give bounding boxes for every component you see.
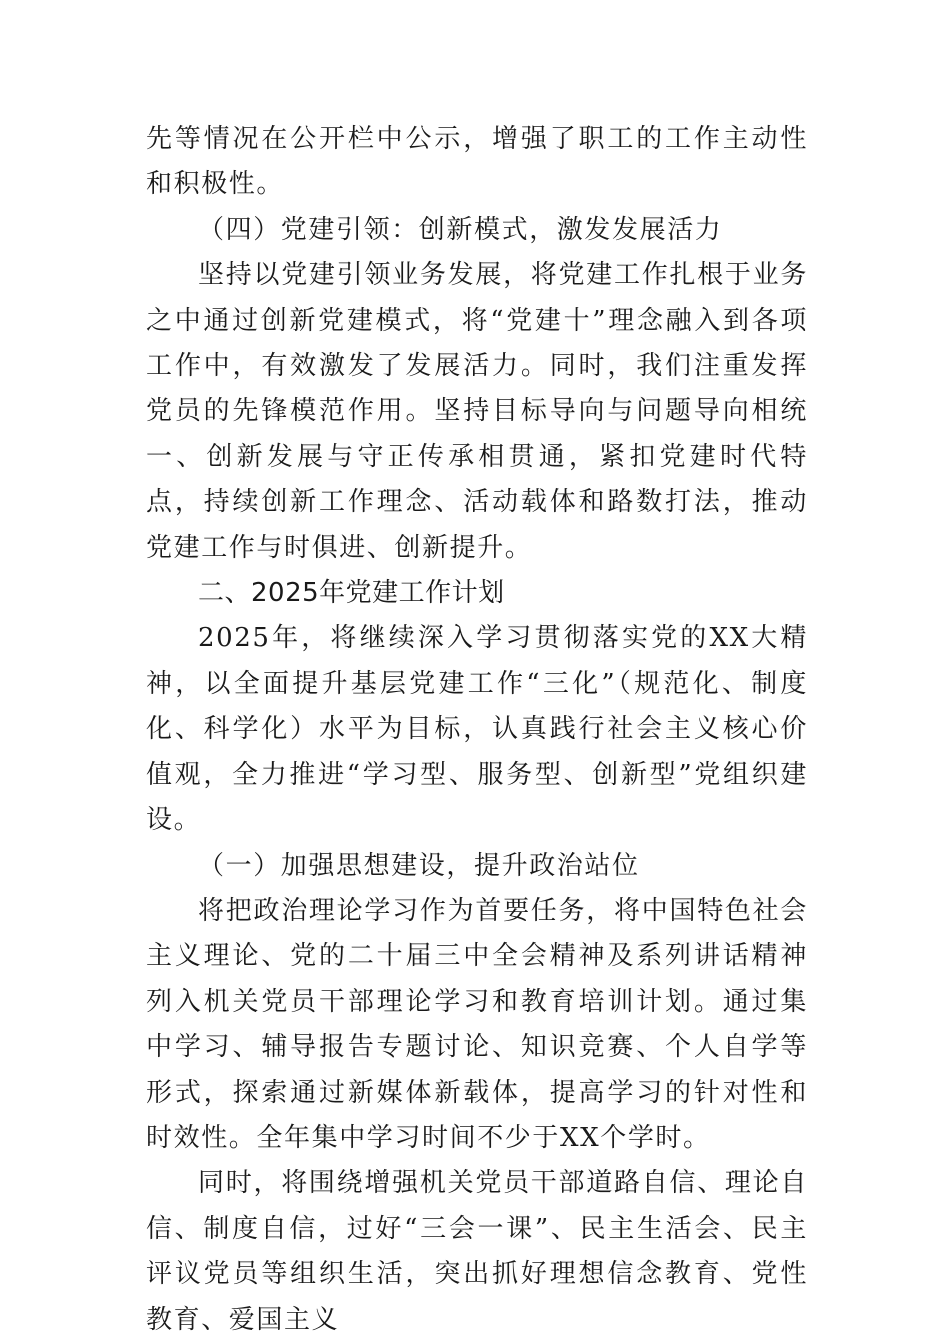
paragraph-meanwhile: 同时，将围绕增强机关党员干部道路自信、理论自信、制度自信，过好“三会一课”、民主生活会、民主评议党员等组织生活，突出抓好理想信念教育、党性教育、爱国主义 [146, 1168, 808, 1335]
document-body [146, 117, 808, 1343]
subheading-party-building-leads: （四）党建引领：创新模式，激发发展活力 [198, 214, 723, 245]
paragraph-theory-study: 将把政治理论学习作为首要任务，将中国特色社会主义理论、党的二十届三中全会精神及系列讲话精神列入机关党员干部理论学习和教育培训计划。通过集中学习、辅导报告专题讨论、知识竞赛、个人自学等形式，探索通过新媒体新载体，提高学习的针对性和时效性。全年集中学习时间不少于XX个学时。 [146, 895, 808, 1153]
paragraph-continued: 先等情况在公开栏中公示，增强了职工的工作主动性和积极性。 [146, 124, 808, 200]
subheading-ideological-building: （一）加强思想建设，提升政治站位 [198, 850, 640, 881]
paragraph-party-building-leads: 坚持以党建引领业务发展，将党建工作扎根于业务之中通过创新党建模式，将“党建十”理念融入到各项工作中，有效激发了发展活力。同时，我们注重发挥党员的先锋模范作用。坚持目标导向与问题导向相统一、创新发展与守正传承相贯通，紧扣党建时代特点，持续创新工作理念、活动载体和路数打法，推动党建工作与时俱进、创新提升。 [146, 260, 808, 563]
section-heading-2025-plan: 二、2025年党建工作计划 [198, 578, 505, 609]
paragraph-plan-intro: 2025年，将继续深入学习贯彻落实党的XX大精神，以全面提升基层党建工作“三化”（规范化、制度化、科学化）水平为目标，认真践行社会主义核心价值观，全力推进“学习型、服务型、创新型”党组织建设。 [146, 623, 808, 836]
